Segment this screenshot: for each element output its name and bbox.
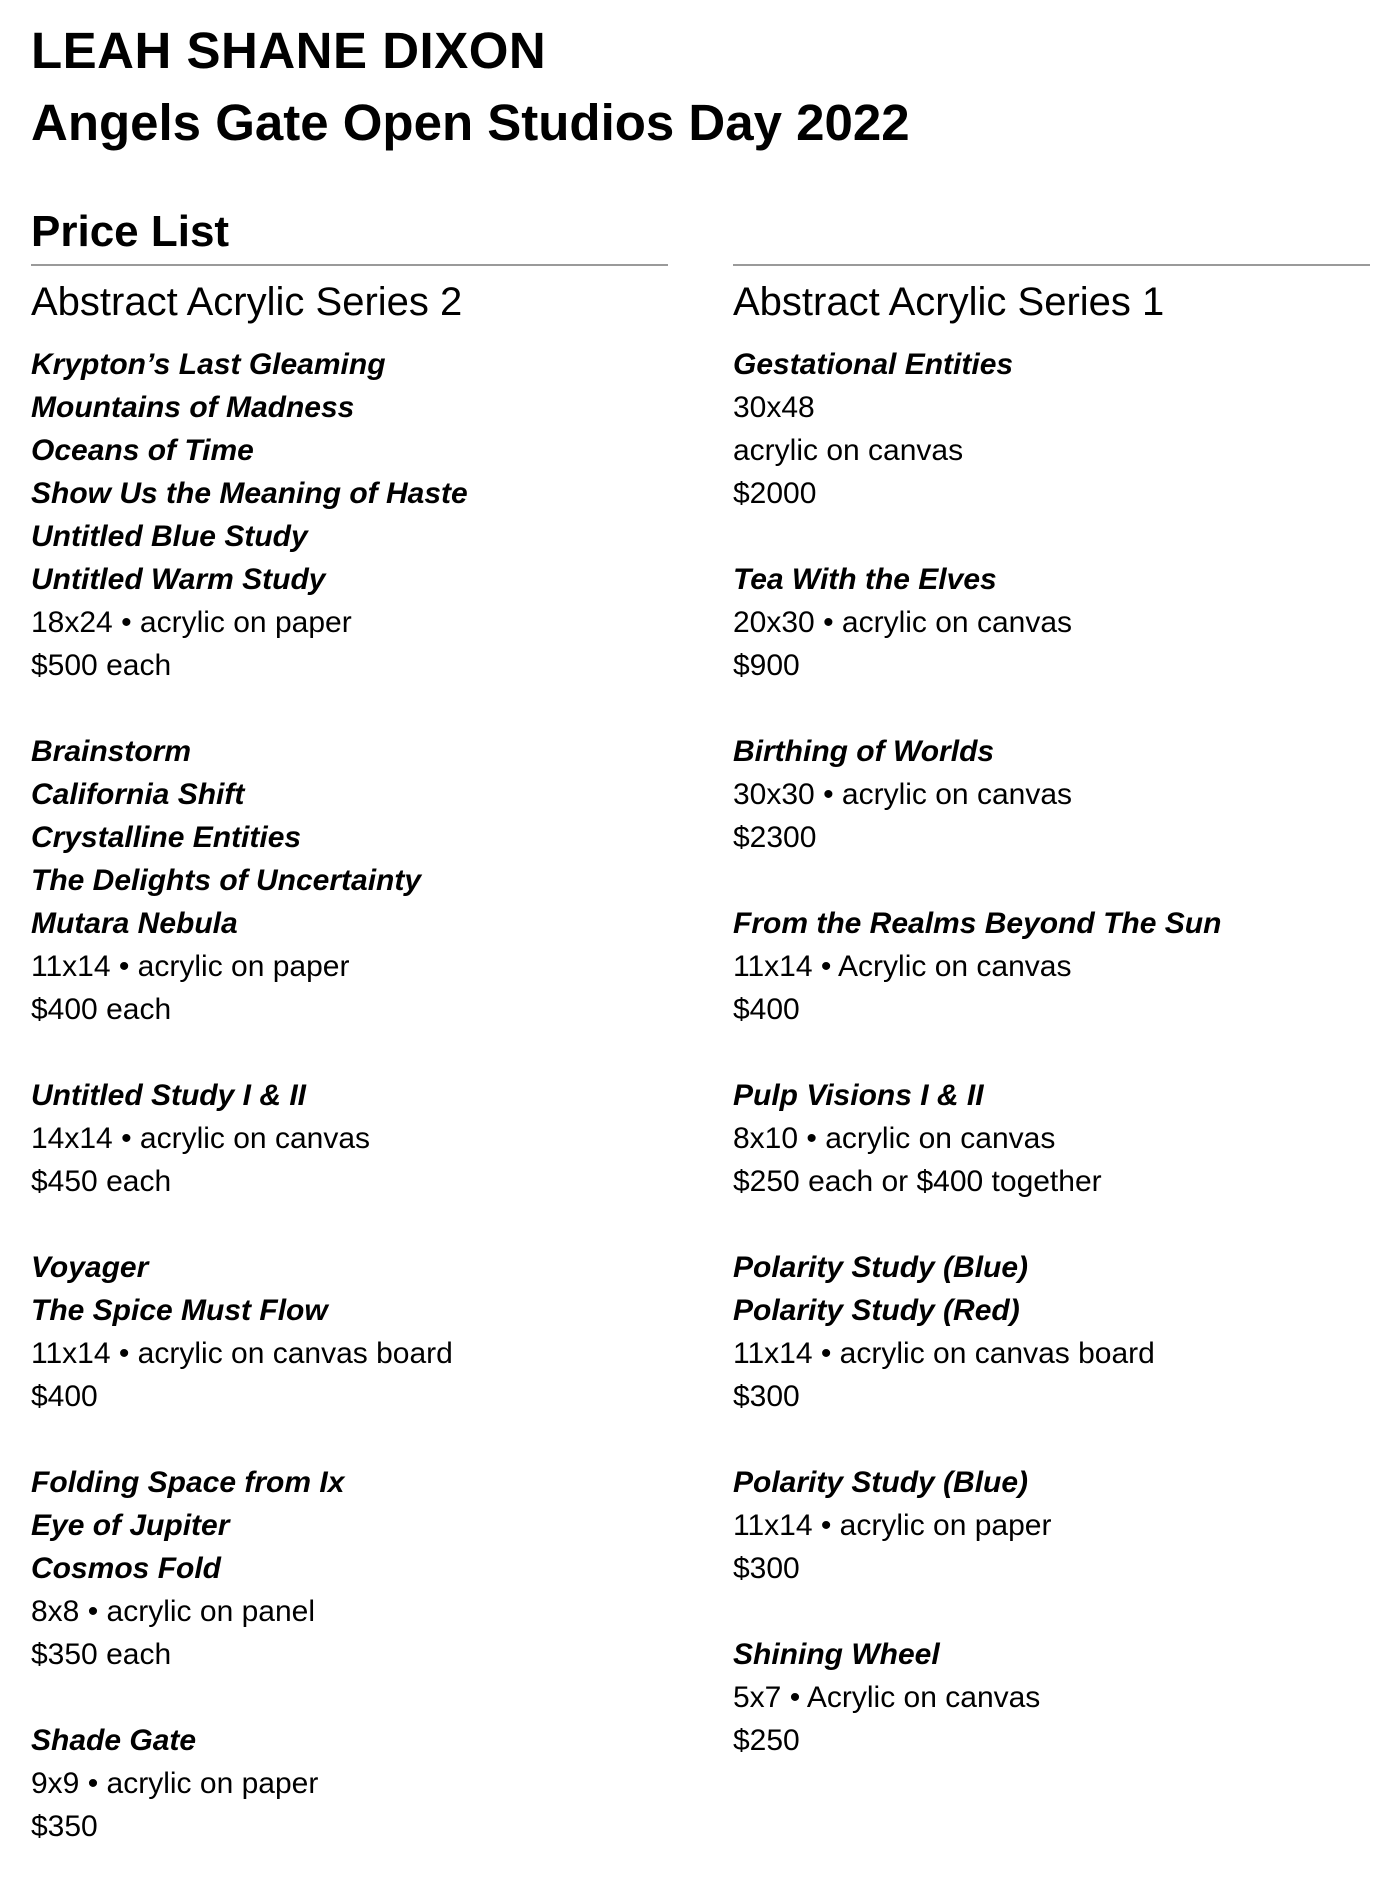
artwork-title: Shade Gate — [31, 1724, 197, 1757]
artwork-price: $2000 — [733, 477, 817, 510]
artwork-details: 30x30 • acrylic on canvas — [733, 778, 1073, 811]
artwork-list — [733, 343, 1370, 1762]
artwork-price: $250 each or $400 together — [733, 1165, 1102, 1198]
artwork-group — [31, 1461, 668, 1676]
artwork-list — [31, 343, 668, 1848]
artwork-price: $2300 — [733, 821, 817, 854]
artwork-group — [733, 1246, 1370, 1418]
artwork-group — [733, 343, 1370, 515]
artist-name: LEAH SHANE DIXON — [31, 22, 547, 79]
artwork-details: 8x10 • acrylic on canvas — [733, 1122, 1056, 1155]
artwork-group — [31, 1719, 668, 1848]
artwork-price: $400 each — [31, 993, 172, 1026]
artwork-details: 18x24 • acrylic on paper — [31, 606, 352, 639]
series-title: Abstract Acrylic Series 1 — [733, 280, 1165, 324]
artwork-title: Pulp Visions I & II — [733, 1079, 984, 1112]
artwork-title: The Delights of Uncertainty — [31, 864, 422, 897]
artwork-title: Birthing of Worlds — [733, 735, 995, 768]
artwork-details: 30x48 — [733, 391, 815, 424]
artwork-title: Brainstorm — [31, 735, 192, 768]
artwork-title: Gestational Entities — [733, 348, 1014, 381]
artwork-details: 20x30 • acrylic on canvas — [733, 606, 1073, 639]
artwork-details: 9x9 • acrylic on paper — [31, 1767, 319, 1800]
artwork-group — [31, 1074, 668, 1203]
artwork-group — [733, 1461, 1370, 1590]
artwork-title: Shining Wheel — [733, 1638, 940, 1671]
artwork-price: $500 each — [31, 649, 172, 682]
price-list-heading: Price List — [31, 207, 230, 256]
artwork-title: From the Realms Beyond The Sun — [733, 907, 1222, 940]
artwork-group — [31, 343, 668, 687]
artwork-title: Mountains of Madness — [31, 391, 355, 424]
artwork-details: 8x8 • acrylic on panel — [31, 1595, 315, 1628]
artwork-price: $450 each — [31, 1165, 172, 1198]
artwork-group — [733, 1633, 1370, 1762]
artwork-group — [733, 902, 1370, 1031]
artwork-price: $900 — [733, 649, 800, 682]
artwork-price: $400 — [733, 993, 800, 1026]
artwork-price: $300 — [733, 1552, 800, 1585]
artwork-group — [31, 1246, 668, 1418]
artwork-price: $250 — [733, 1724, 800, 1757]
event-title: Angels Gate Open Studios Day 2022 — [31, 94, 910, 151]
artwork-details: 5x7 • Acrylic on canvas — [733, 1681, 1041, 1714]
artwork-details: acrylic on canvas — [733, 434, 964, 467]
series-2-column — [31, 264, 668, 1891]
artwork-details: 11x14 • Acrylic on canvas — [733, 950, 1072, 983]
artwork-group — [733, 1074, 1370, 1203]
series-title: Abstract Acrylic Series 2 — [31, 280, 463, 324]
artwork-price: $350 each — [31, 1638, 172, 1671]
artwork-title: Polarity Study (Blue) — [733, 1466, 1029, 1499]
artwork-title: Crystalline Entities — [31, 821, 302, 854]
artwork-title: Untitled Study I & II — [31, 1079, 306, 1112]
artwork-title: Polarity Study (Red) — [733, 1294, 1020, 1327]
artwork-details: 11x14 • acrylic on paper — [733, 1509, 1052, 1542]
artwork-title: Polarity Study (Blue) — [733, 1251, 1029, 1284]
artwork-title: Mutara Nebula — [31, 907, 238, 940]
artwork-price: $350 — [31, 1810, 98, 1843]
column-divider-line — [733, 264, 1370, 266]
artwork-details: 11x14 • acrylic on canvas board — [31, 1337, 453, 1370]
artwork-title: The Spice Must Flow — [31, 1294, 328, 1327]
column-divider-line — [31, 264, 668, 266]
artwork-price: $300 — [733, 1380, 800, 1413]
artwork-group — [31, 730, 668, 1031]
artwork-title: Tea With the Elves — [733, 563, 997, 596]
artwork-group — [733, 558, 1370, 687]
artwork-title: Untitled Blue Study — [31, 520, 308, 553]
artwork-title: Folding Space from Ix — [31, 1466, 345, 1499]
artwork-price: $400 — [31, 1380, 98, 1413]
artwork-title: Show Us the Meaning of Haste — [31, 477, 468, 510]
artwork-group — [733, 730, 1370, 859]
artwork-title: Krypton’s Last Gleaming — [31, 348, 386, 381]
artwork-title: Cosmos Fold — [31, 1552, 222, 1585]
artwork-title: Untitled Warm Study — [31, 563, 326, 596]
artwork-title: Oceans of Time — [31, 434, 254, 467]
artwork-title: California Shift — [31, 778, 245, 811]
artwork-title: Eye of Jupiter — [31, 1509, 230, 1542]
artwork-details: 11x14 • acrylic on canvas board — [733, 1337, 1155, 1370]
artwork-details: 14x14 • acrylic on canvas — [31, 1122, 371, 1155]
series-1-column — [733, 264, 1370, 1805]
artwork-details: 11x14 • acrylic on paper — [31, 950, 350, 983]
artwork-title: Voyager — [31, 1251, 149, 1284]
